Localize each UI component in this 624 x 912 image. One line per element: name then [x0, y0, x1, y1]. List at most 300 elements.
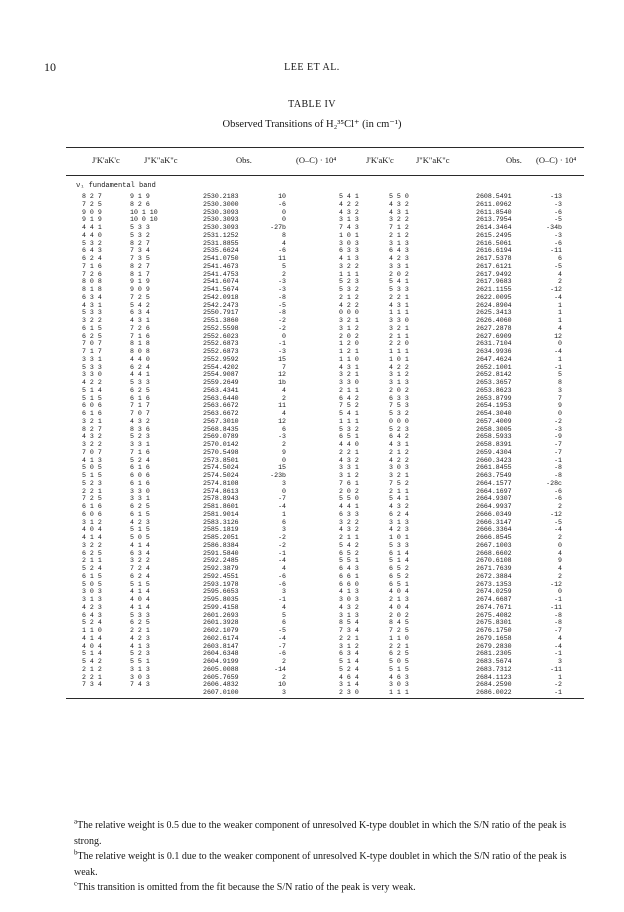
left-oc-cell: -6	[278, 247, 286, 255]
left-oc-cell: 6	[282, 619, 286, 627]
right-lower-cell: 5 5 0	[389, 193, 409, 200]
right-upper-cell: 2 0 2	[339, 332, 359, 340]
left-upper-cell: 7 0 7	[82, 448, 102, 456]
left-obs-cell: 2592.3879	[203, 565, 239, 572]
table-caption: Observed Transitions of H₂³⁵Cl⁺ (in cm⁻¹)	[222, 119, 402, 130]
left-lower-cell: 6 2 5	[130, 619, 150, 627]
right-oc-cell: -1	[554, 456, 562, 464]
right-oc-cell: 7	[558, 394, 562, 402]
right-oc-cell: 1	[558, 355, 562, 363]
left-upper-cell: 7 2 5	[82, 200, 102, 208]
left-oc-cell: 3	[282, 689, 286, 696]
right-upper-cell: 4 1 3	[339, 588, 359, 596]
right-oc-cell: -2	[554, 681, 562, 689]
right-lower-cell: 4 3 2	[389, 200, 409, 208]
left-upper-cell: 5 2 4	[82, 565, 102, 572]
left-upper-cell: 4 3 1	[82, 301, 102, 309]
right-upper-cell: 3 0 3	[339, 596, 359, 603]
left-upper-cell: 8 2 7	[82, 193, 102, 200]
left-upper-cell: 8 1 8	[82, 286, 102, 293]
left-obs-cell: 2605.7659	[203, 673, 239, 681]
left-obs-cell: 2593.1978	[203, 580, 239, 588]
right-oc-cell: -1	[554, 596, 562, 603]
right-oc-cell: 8	[558, 379, 562, 386]
left-upper-cell: 5 3 3	[82, 363, 102, 371]
right-obs-cell: 2647.4624	[476, 355, 512, 363]
right-obs-cell: 2663.7549	[476, 472, 512, 479]
left-obs-cell: 2606.4832	[203, 681, 239, 689]
left-upper-cell: 4 2 3	[82, 603, 102, 611]
right-upper-cell: 4 2 2	[339, 200, 359, 208]
column-right-obs	[476, 193, 512, 697]
right-upper-cell: 7 4 3	[339, 224, 359, 231]
left-obs-cell: 2592.2485	[203, 557, 239, 565]
left-oc-cell: -4	[278, 503, 286, 510]
right-upper-cell: 2 2 1	[339, 448, 359, 456]
right-lower-cell: 5 3 3	[389, 541, 409, 549]
left-obs-cell: 2552.6873	[203, 340, 239, 348]
right-lower-cell: 6 5 2	[389, 572, 409, 580]
left-lower-cell: 8 1 7	[130, 270, 150, 278]
right-lower-cell: 3 1 3	[389, 239, 409, 247]
header-obs-right: Obs.	[506, 155, 522, 165]
right-oc-cell: -3	[554, 200, 562, 208]
right-lower-cell: 4 3 1	[389, 208, 409, 216]
left-upper-cell: 5 2 4	[82, 619, 102, 627]
left-upper-cell: 6 2 5	[82, 332, 102, 340]
right-upper-cell: 5 3 2	[339, 425, 359, 433]
left-lower-cell: 4 3 2	[130, 417, 150, 425]
left-obs-cell: 2583.3126	[203, 518, 239, 526]
right-lower-cell: 4 2 3	[389, 255, 409, 262]
left-oc-cell: 10	[278, 193, 286, 200]
right-upper-cell: 3 1 2	[339, 642, 359, 650]
right-lower-cell: 1 1 1	[389, 689, 409, 696]
left-lower-cell: 4 1 3	[130, 642, 150, 650]
right-lower-cell: 3 1 3	[389, 518, 409, 526]
left-oc-cell: 7	[282, 363, 286, 371]
right-obs-cell: 2675.8301	[476, 619, 512, 627]
footnote-c: $^c$This transition is omitted from the fit because the S/N ratio of the peak is very weak.	[74, 879, 416, 893]
header-lower-right: J"K"aK"c	[416, 155, 450, 165]
footnote-b: $^b$The relative weight is 0.1 due to the weaker component of unresolved K-type doublet in which the S/N ratio of the peak is weak.	[74, 848, 567, 878]
right-obs-cell: 2683.7312	[476, 665, 512, 673]
table-header-row	[66, 155, 584, 169]
left-oc-cell: -6	[278, 200, 286, 208]
left-lower-cell: 5 2 3	[130, 433, 150, 441]
right-obs-cell: 2664.1697	[476, 487, 512, 495]
right-upper-cell: 2 0 2	[339, 487, 359, 495]
header-obs-left: Obs.	[236, 155, 252, 165]
left-lower-cell: 7 2 5	[130, 293, 150, 301]
left-obs-cell: 2602.6174	[203, 634, 239, 642]
right-obs-cell: 2627.6909	[476, 332, 512, 340]
left-lower-cell: 8 2 7	[130, 239, 150, 247]
left-obs-cell: 2603.8147	[203, 642, 239, 650]
left-oc-cell: 15	[278, 464, 286, 472]
left-obs-cell: 2542.2473	[203, 301, 239, 309]
right-oc-cell: -6	[554, 239, 562, 247]
left-oc-cell: -7	[278, 495, 286, 503]
right-obs-cell: 2616.5061	[476, 239, 512, 247]
right-obs-cell: 2617.6121	[476, 262, 512, 270]
right-upper-cell: 7 5 2	[339, 402, 359, 410]
right-obs-cell: 2668.6602	[476, 549, 512, 557]
right-lower-cell: 4 6 3	[389, 673, 409, 681]
left-upper-cell: 6 1 5	[82, 572, 102, 580]
right-lower-cell: 7 1 2	[389, 224, 409, 231]
left-upper-cell: 6 3 4	[82, 293, 102, 301]
left-obs-cell: 2541.6074	[203, 278, 239, 286]
right-lower-cell: 5 0 5	[389, 658, 409, 665]
left-lower-cell: 4 4 1	[130, 371, 150, 379]
right-lower-cell: 5 3 3	[389, 286, 409, 293]
left-upper-cell: 7 3 4	[82, 681, 102, 689]
left-upper-cell: 5 1 5	[82, 472, 102, 479]
left-obs-cell: 2530.2183	[203, 193, 239, 200]
page-number: 10	[44, 60, 56, 74]
left-lower-cell: 7 1 6	[130, 448, 150, 456]
left-upper-cell: 7 1 6	[82, 262, 102, 270]
left-oc-cell: -2	[278, 317, 286, 324]
column-left-oc	[256, 193, 286, 697]
left-lower-cell: 4 1 4	[130, 588, 150, 596]
left-obs-cell: 2541.4673	[203, 262, 239, 270]
left-lower-cell: 8 0 8	[130, 348, 150, 355]
left-obs-cell: 2602.1079	[203, 627, 239, 634]
right-oc-cell: -28c	[546, 479, 562, 487]
left-obs-cell: 2530.3000	[203, 200, 239, 208]
right-oc-cell: 1	[558, 673, 562, 681]
right-upper-cell: 3 1 3	[339, 216, 359, 224]
right-upper-cell: 4 3 2	[339, 456, 359, 464]
left-oc-cell: -8	[278, 309, 286, 317]
left-lower-cell: 5 3 3	[130, 611, 150, 619]
right-lower-cell: 6 5 1	[389, 580, 409, 588]
left-lower-cell: 6 2 5	[130, 503, 150, 510]
right-upper-cell: 5 5 1	[339, 557, 359, 565]
left-lower-cell: 6 3 4	[130, 309, 150, 317]
left-oc-cell: -14	[274, 665, 286, 673]
left-oc-cell: 4	[282, 410, 286, 417]
left-upper-cell: 3 0 3	[82, 588, 102, 596]
left-obs-cell: 2554.4202	[203, 363, 239, 371]
right-obs-cell: 2617.9492	[476, 270, 512, 278]
left-lower-cell: 10 0 10	[130, 216, 158, 224]
left-oc-cell: -3	[278, 433, 286, 441]
right-obs-cell: 2664.9937	[476, 503, 512, 510]
right-upper-cell: 3 3 1	[339, 464, 359, 472]
right-oc-cell: -4	[554, 642, 562, 650]
left-upper-cell: 7 2 5	[82, 495, 102, 503]
right-oc-cell: -4	[554, 348, 562, 355]
right-lower-cell: 5 3 2	[389, 410, 409, 417]
right-oc-cell: -6	[554, 495, 562, 503]
right-obs-cell: 2672.3884	[476, 572, 512, 580]
footnotes	[60, 818, 580, 896]
left-lower-cell: 2 2 1	[130, 627, 150, 634]
right-oc-cell: 0	[558, 541, 562, 549]
right-oc-cell: 2	[558, 278, 562, 286]
left-oc-cell: -3	[278, 286, 286, 293]
right-obs-cell: 2679.2830	[476, 642, 512, 650]
left-lower-cell: 6 2 4	[130, 363, 150, 371]
left-oc-cell: -3	[278, 278, 286, 286]
right-obs-cell: 2624.8904	[476, 301, 512, 309]
left-oc-cell: 1b	[278, 379, 286, 386]
left-lower-cell: 7 2 6	[130, 324, 150, 332]
left-lower-cell: 3 2 2	[130, 557, 150, 565]
header-oc-right: (O–C) · 10⁴	[536, 155, 577, 165]
left-oc-cell: -2	[278, 541, 286, 549]
left-oc-cell: -5	[278, 627, 286, 634]
left-oc-cell: -4	[278, 557, 286, 565]
left-lower-cell: 5 3 3	[130, 379, 150, 386]
right-oc-cell: -2	[554, 417, 562, 425]
right-oc-cell: -13	[550, 193, 562, 200]
left-upper-cell: 8 2 7	[82, 425, 102, 433]
left-obs-cell: 2573.8501	[203, 456, 239, 464]
left-oc-cell: 15	[278, 355, 286, 363]
right-upper-cell: 3 1 3	[339, 611, 359, 619]
left-lower-cell: 9 1 9	[130, 278, 150, 286]
left-oc-cell: 5	[282, 611, 286, 619]
left-upper-cell: 4 4 0	[82, 231, 102, 239]
right-obs-cell: 2626.4060	[476, 317, 512, 324]
right-upper-cell: 7 3 4	[339, 627, 359, 634]
left-upper-cell: 6 0 6	[82, 402, 102, 410]
column-left-lower	[130, 193, 158, 689]
left-oc-cell: 12	[278, 371, 286, 379]
left-oc-cell: 0	[282, 208, 286, 216]
right-obs-cell: 2631.7104	[476, 340, 512, 348]
right-obs-cell: 2621.1155	[476, 286, 512, 293]
left-lower-cell: 7 3 5	[130, 255, 150, 262]
left-obs-cell: 2563.6672	[203, 402, 239, 410]
right-upper-cell: 2 1 2	[339, 293, 359, 301]
right-oc-cell: 12	[554, 332, 562, 340]
right-upper-cell: 6 4 2	[339, 394, 359, 402]
right-oc-cell: -8	[554, 619, 562, 627]
right-oc-cell: -1	[554, 363, 562, 371]
left-oc-cell: 2	[282, 394, 286, 402]
left-oc-cell: -27b	[270, 224, 286, 231]
right-lower-cell: 5 4 1	[389, 278, 409, 286]
right-upper-cell: 1 2 0	[339, 340, 359, 348]
left-obs-cell: 2569.0789	[203, 433, 239, 441]
left-lower-cell: 10 1 10	[130, 208, 158, 216]
left-upper-cell: 2 2 1	[82, 673, 102, 681]
right-upper-cell: 4 1 3	[339, 255, 359, 262]
left-oc-cell: 12	[278, 417, 286, 425]
left-upper-cell: 4 1 4	[82, 634, 102, 642]
left-oc-cell: 2	[282, 270, 286, 278]
right-lower-cell: 2 1 2	[389, 231, 409, 239]
left-oc-cell: 3	[282, 588, 286, 596]
right-upper-cell: 5 4 1	[339, 193, 359, 200]
band-label: ν₁ fundamental band	[76, 182, 156, 190]
left-upper-cell: 5 1 4	[82, 650, 102, 658]
left-obs-cell: 2541.4753	[203, 270, 239, 278]
left-oc-cell: 6	[282, 518, 286, 526]
left-upper-cell: 4 1 3	[82, 456, 102, 464]
right-lower-cell: 3 3 0	[389, 317, 409, 324]
right-upper-cell: 3 1 4	[339, 681, 359, 689]
right-obs-cell: 2653.3657	[476, 379, 512, 386]
left-oc-cell: 9	[282, 448, 286, 456]
right-upper-cell: 5 2 4	[339, 665, 359, 673]
left-lower-cell: 4 3 1	[130, 317, 150, 324]
right-lower-cell: 6 2 5	[389, 650, 409, 658]
left-oc-cell: -4	[278, 634, 286, 642]
right-upper-cell: 6 6 0	[339, 580, 359, 588]
left-oc-cell: 4	[282, 565, 286, 572]
right-lower-cell: 2 0 2	[389, 270, 409, 278]
right-lower-cell: 3 0 3	[389, 464, 409, 472]
right-oc-cell: -1	[554, 650, 562, 658]
left-upper-cell: 6 1 6	[82, 503, 102, 510]
right-upper-cell: 1 0 1	[339, 231, 359, 239]
right-obs-cell: 2615.2495	[476, 231, 512, 239]
right-upper-cell: 3 2 1	[339, 317, 359, 324]
right-upper-cell: 4 3 2	[339, 208, 359, 216]
right-oc-cell: -11	[550, 603, 562, 611]
table-top-rule	[66, 147, 584, 148]
right-lower-cell: 2 1 2	[389, 448, 409, 456]
right-obs-cell: 2673.1353	[476, 580, 512, 588]
left-lower-cell: 9 1 9	[130, 193, 150, 200]
left-upper-cell: 3 2 2	[82, 317, 102, 324]
left-lower-cell: 4 2 3	[130, 518, 150, 526]
left-obs-cell: 2601.2693	[203, 611, 239, 619]
left-lower-cell: 8 3 6	[130, 425, 150, 433]
right-oc-cell: -12	[550, 510, 562, 518]
footnote-a: $^a$The relative weight is 0.5 due to the weaker component of unresolved K-type doublet in which the S/N ratio of the peak is strong.	[74, 817, 567, 847]
left-obs-cell: 2554.9087	[203, 371, 239, 379]
right-obs-cell: 2613.7954	[476, 216, 512, 224]
right-lower-cell: 2 1 1	[389, 332, 409, 340]
right-lower-cell: 3 0 3	[389, 681, 409, 689]
right-oc-cell: 1	[558, 317, 562, 324]
right-upper-cell: 2 1 1	[339, 386, 359, 394]
right-lower-cell: 2 2 1	[389, 642, 409, 650]
left-lower-cell: 5 1 5	[130, 580, 150, 588]
right-obs-cell: 2674.6687	[476, 596, 512, 603]
right-oc-cell: 3	[558, 386, 562, 394]
left-upper-cell: 3 3 1	[82, 355, 102, 363]
right-oc-cell: -8	[554, 464, 562, 472]
right-oc-cell: -8	[554, 611, 562, 619]
left-upper-cell: 3 2 2	[82, 441, 102, 448]
left-lower-cell: 5 2 3	[130, 650, 150, 658]
right-obs-cell: 2664.1577	[476, 479, 512, 487]
right-oc-cell: -5	[554, 216, 562, 224]
right-upper-cell: 6 3 4	[339, 650, 359, 658]
right-upper-cell: 3 0 3	[339, 239, 359, 247]
left-oc-cell: -5	[278, 301, 286, 309]
right-lower-cell: 7 2 5	[389, 627, 409, 634]
right-upper-cell: 4 2 2	[339, 301, 359, 309]
right-upper-cell: 4 6 4	[339, 673, 359, 681]
left-obs-cell: 2541.0750	[203, 255, 239, 262]
right-lower-cell: 7 5 3	[389, 402, 409, 410]
right-lower-cell: 4 0 4	[389, 588, 409, 596]
right-obs-cell: 2675.4082	[476, 611, 512, 619]
right-lower-cell: 3 1 3	[389, 379, 409, 386]
left-obs-cell: 2568.8435	[203, 425, 239, 433]
right-upper-cell: 4 4 0	[339, 441, 359, 448]
left-lower-cell: 7 4 3	[130, 681, 150, 689]
left-oc-cell: -2	[278, 324, 286, 332]
left-lower-cell: 7 1 7	[130, 402, 150, 410]
left-upper-cell: 3 1 2	[82, 518, 102, 526]
right-lower-cell: 3 1 2	[389, 371, 409, 379]
left-upper-cell: 4 1 4	[82, 534, 102, 541]
right-lower-cell: 3 3 1	[389, 262, 409, 270]
right-upper-cell: 3 2 2	[339, 518, 359, 526]
left-lower-cell: 7 1 6	[130, 332, 150, 340]
right-upper-cell: 5 4 2	[339, 541, 359, 549]
left-oc-cell: 5	[282, 262, 286, 270]
right-obs-cell: 2614.3464	[476, 224, 512, 231]
left-obs-cell: 2551.3860	[203, 317, 239, 324]
left-obs-cell: 2550.7917	[203, 309, 239, 317]
right-obs-cell: 2652.1001	[476, 363, 512, 371]
right-obs-cell: 2664.9307	[476, 495, 512, 503]
right-obs-cell: 2661.8455	[476, 464, 512, 472]
left-obs-cell: 2567.3010	[203, 417, 239, 425]
left-upper-cell: 6 2 4	[82, 255, 102, 262]
column-right-lower	[389, 193, 409, 697]
right-oc-cell: 4	[558, 634, 562, 642]
left-obs-cell: 2599.4158	[203, 603, 239, 611]
left-lower-cell: 5 3 2	[130, 231, 150, 239]
right-upper-cell: 7 6 1	[339, 479, 359, 487]
left-oc-cell: 11	[278, 255, 286, 262]
right-upper-cell: 2 3 0	[339, 689, 359, 696]
right-obs-cell: 2667.1003	[476, 541, 512, 549]
left-upper-cell: 3 2 1	[82, 417, 102, 425]
left-obs-cell: 2530.3093	[203, 208, 239, 216]
right-upper-cell: 2 2 1	[339, 634, 359, 642]
left-oc-cell: 0	[282, 456, 286, 464]
left-upper-cell: 5 4 2	[82, 658, 102, 665]
right-oc-cell: -4	[554, 526, 562, 534]
left-lower-cell: 5 3 3	[130, 224, 150, 231]
left-upper-cell: 7 2 6	[82, 270, 102, 278]
left-lower-cell: 4 1 4	[130, 541, 150, 549]
right-obs-cell: 2653.8799	[476, 394, 512, 402]
left-obs-cell: 2530.3093	[203, 216, 239, 224]
right-oc-cell: 0	[558, 340, 562, 348]
right-lower-cell: 6 3 3	[389, 394, 409, 402]
left-upper-cell: 4 0 4	[82, 526, 102, 534]
header-upper-right: J'K'aK'c	[366, 155, 394, 165]
left-obs-cell: 2531.8855	[203, 239, 239, 247]
right-upper-cell: 3 2 2	[339, 262, 359, 270]
right-upper-cell: 4 4 1	[339, 503, 359, 510]
right-oc-cell: -12	[550, 286, 562, 293]
right-lower-cell: 2 2 0	[389, 340, 409, 348]
left-oc-cell: 0	[282, 487, 286, 495]
right-obs-cell: 2671.7639	[476, 565, 512, 572]
left-lower-cell: 8 1 8	[130, 340, 150, 348]
right-oc-cell: 9	[558, 402, 562, 410]
right-upper-cell: 4 3 2	[339, 603, 359, 611]
right-oc-cell: -7	[554, 441, 562, 448]
left-obs-cell: 2607.0100	[203, 689, 239, 696]
left-oc-cell: -6	[278, 580, 286, 588]
